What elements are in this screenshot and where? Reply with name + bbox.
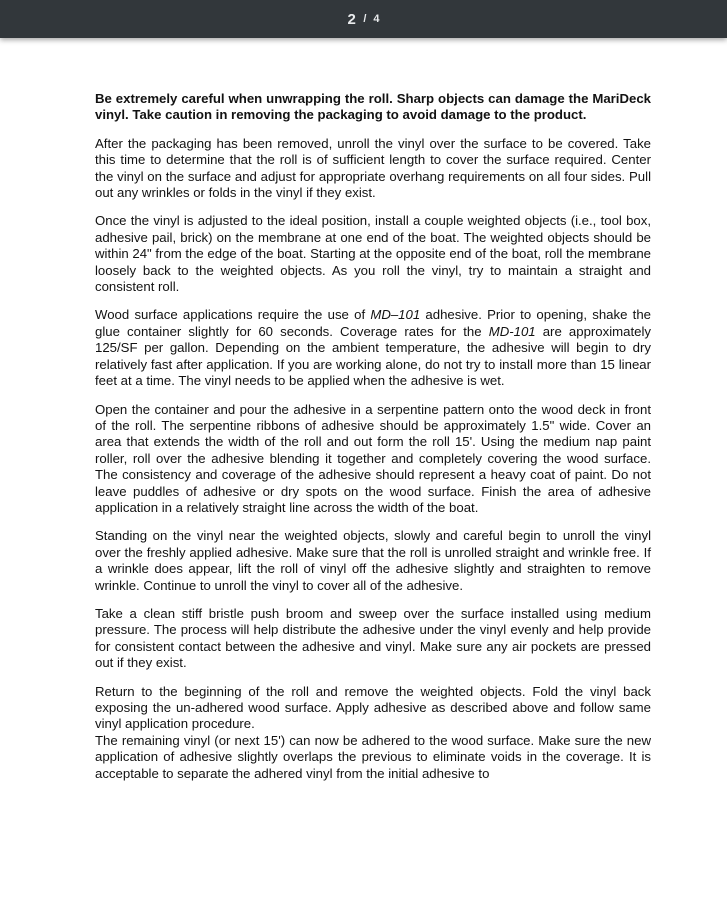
paragraph xyxy=(95,733,651,782)
text-run: Be extremely careful when unwrapping the roll. Sharp objects can damage the MariDeck vinyl. Take caution in removing the packaging to avoid damage to the product. xyxy=(95,91,651,123)
paragraph xyxy=(95,606,651,672)
text-run: After the packaging has been removed, unroll the vinyl over the surface to be covered. Take this time to determine that the roll is of sufficient length to cover the surface required. Center the vinyl on the surface and adjust for appropriate overhang requirements on all four sides. Pull out any wrinkles or folds in the vinyl if they exist. xyxy=(95,135,651,201)
document-text xyxy=(95,91,651,782)
paragraph xyxy=(95,136,651,202)
paragraph xyxy=(95,528,651,594)
paragraph xyxy=(95,402,651,517)
page-indicator xyxy=(347,11,379,28)
text-run: adhesive. Prior to opening, shake the glue container slightly for 60 seconds. Coverage rates for the xyxy=(95,307,651,339)
page-separator: / xyxy=(363,13,367,25)
document-page xyxy=(0,38,727,903)
paragraph xyxy=(95,684,651,733)
text-run: Wood surface applications require the use of xyxy=(95,307,371,323)
text-run: Standing on the vinyl near the weighted objects, slowly and careful begin to unroll the vinyl over the freshly applied adhesive. Make sure that the roll is unrolled straight and wrinkle free. If a wrinkle does appear, lift the roll of vinyl off the adhesive slightly and straighten to remove wrinkle. Continue to unroll the vinyl to cover all of the adhesive. xyxy=(95,528,651,593)
italic-text-run: MD-101 xyxy=(488,323,536,339)
italic-text-run: MD–101 xyxy=(370,307,421,323)
text-run: are approximately 125/SF per gallon. Depending on the ambient temperature, the adhesive will begin to dry relatively fast after application. If you are working alone, do not try to install more than 15 linear feet at a time. The vinyl needs to be applied when the adhesive is wet. xyxy=(95,323,651,389)
current-page-number: 2 xyxy=(347,10,357,28)
paragraph xyxy=(95,91,651,124)
paragraph xyxy=(95,213,651,295)
text-run: Open the container and pour the adhesive in a serpentine pattern onto the wood deck in front of the roll. The serpentine ribbons of adhesive should be approximately 1.5" wide. Cover an area that extends the width of the roll and out form the roll 15'. Using the medium nap paint roller, roll over the adhesive blending it together and completely covering the wood surface. The consistency and coverage of the adhesive should represent a heavy coat of paint. Do not leave puddles of adhesive or dry spots on the wood surface. Finish the area of adhesive application in a relatively straight line across the width of the boat. xyxy=(95,401,651,515)
text-run: Return to the beginning of the roll and remove the weighted objects. Fold the vinyl back exposing the un-adhered wood surface. Apply adhesive as described above and follow same vinyl application procedure. xyxy=(95,683,651,732)
text-run: Once the vinyl is adjusted to the ideal position, install a couple weighted objects (i.e., tool box, adhesive pail, brick) on the membrane at one end of the boat. The weighted objects should be within 24" from the edge of the boat. Starting at the opposite end of the boat, roll the membrane loosely back to the weighted objects. As you roll the vinyl, try to maintain a straight and consistent roll. xyxy=(95,213,651,295)
paragraph xyxy=(95,307,651,389)
text-run: The remaining vinyl (or next 15') can now be adhered to the wood surface. Make sure the new application of adhesive slightly overlaps the previous to eliminate voids in the coverage. It is acceptable to separate the adhered vinyl from the initial adhesive to xyxy=(95,732,651,781)
total-page-count: 4 xyxy=(373,13,380,25)
viewer-toolbar xyxy=(0,0,727,38)
text-run: Take a clean stiff bristle push broom and sweep over the surface installed using medium pressure. The process will help distribute the adhesive under the vinyl evenly and help provide for consistent contact between the adhesive and vinyl. Make sure any air pockets are pressed out if they exist. xyxy=(95,605,651,671)
